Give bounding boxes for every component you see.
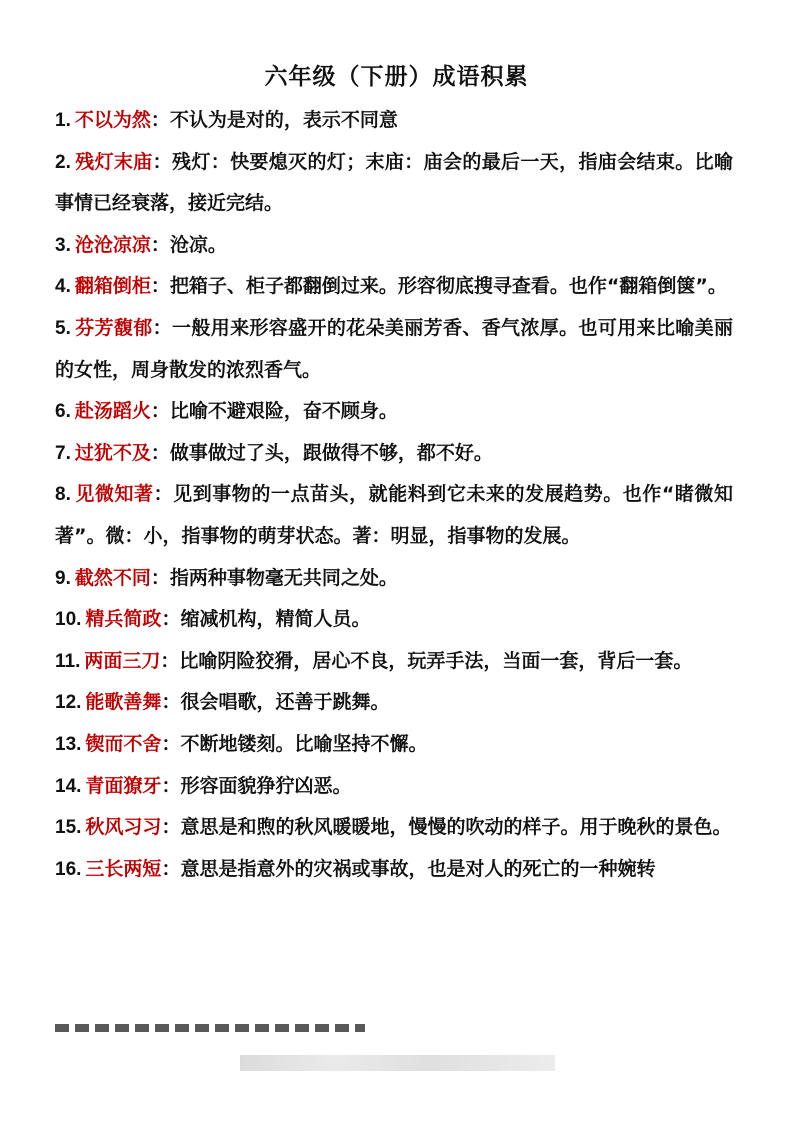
entry-number: 16. bbox=[55, 858, 82, 880]
idiom-term: 残灯末庙 bbox=[74, 150, 153, 173]
entry-number: 1. bbox=[55, 110, 71, 131]
idiom-entry bbox=[55, 682, 733, 724]
idiom-entry bbox=[55, 100, 733, 142]
idiom-term: 翻箱倒柜 bbox=[74, 275, 151, 298]
idiom-definition: ：指两种事物毫无共同之处。 bbox=[150, 566, 398, 589]
idiom-entry bbox=[55, 724, 733, 766]
idiom-term: 青面獠牙 bbox=[85, 774, 162, 797]
entry-number: 7. bbox=[55, 442, 71, 464]
idiom-entry bbox=[55, 391, 733, 433]
idiom-definition: ：意思是和煦的秋风暖暖地，慢慢的吹动的样子。用于晚秋的景色。 bbox=[161, 816, 732, 839]
idiom-entry bbox=[55, 474, 733, 557]
entry-number: 3. bbox=[55, 234, 71, 256]
idiom-definition: ：不断地镂刻。比喻坚持不懈。 bbox=[161, 732, 428, 755]
idiom-term: 芬芳馥郁 bbox=[74, 316, 153, 339]
idiom-term: 截然不同 bbox=[74, 566, 151, 589]
entry-number: 10. bbox=[55, 609, 82, 631]
idiom-entry bbox=[55, 641, 733, 683]
idiom-entry bbox=[55, 225, 733, 267]
idiom-definition: ：一般用来形容盛开的花朵美丽芳香、香气浓厚。也可用来比喻美丽的女性，周身散发的浓烈香气。 bbox=[55, 316, 733, 381]
idiom-term: 赴汤蹈火 bbox=[74, 400, 151, 423]
idiom-entry bbox=[55, 266, 733, 308]
idiom-definition: ：做事做过了头，跟做得不够，都不好。 bbox=[150, 441, 493, 464]
idiom-definition: ：不认为是对的，表示不同意 bbox=[150, 109, 398, 131]
idiom-term: 见微知著 bbox=[74, 483, 154, 506]
idiom-entry bbox=[55, 308, 733, 391]
idiom-term: 能歌善舞 bbox=[85, 691, 162, 714]
idiom-entry bbox=[55, 766, 733, 808]
idiom-term: 锲而不舍 bbox=[85, 732, 162, 755]
idiom-definition: ：比喻阴险狡猾，居心不良，玩弄手法，当面一套，背后一套。 bbox=[160, 649, 693, 672]
idiom-entry bbox=[55, 433, 733, 475]
entry-number: 8. bbox=[55, 484, 71, 506]
idiom-term: 两面三刀 bbox=[84, 649, 161, 672]
idiom-definition: ：比喻不避艰险，奋不顾身。 bbox=[150, 400, 398, 423]
idiom-entry bbox=[55, 142, 733, 225]
page-title: 六年级（下册）成语积累 bbox=[264, 64, 529, 90]
idiom-list bbox=[55, 100, 733, 890]
idiom-definition: ：缩减机构，精简人员。 bbox=[161, 608, 371, 631]
idiom-definition: ：残灯：快要熄灭的灯；末庙：庙会的最后一天，指庙会结束。比喻事情已经衰落，接近完结。 bbox=[55, 150, 733, 215]
idiom-entry bbox=[55, 599, 733, 641]
idiom-term: 沧沧凉凉 bbox=[74, 233, 151, 256]
idiom-definition: ：意思是指意外的灾祸或事故，也是对人的死亡的一种婉转 bbox=[161, 857, 656, 880]
idiom-term: 过犹不及 bbox=[74, 441, 151, 464]
idiom-definition: ：沧凉。 bbox=[150, 233, 227, 256]
entry-number: 15. bbox=[55, 817, 82, 839]
truncated-text-line bbox=[55, 1022, 733, 1032]
idiom-term: 不以为然 bbox=[74, 109, 151, 131]
idiom-definition: ：把箱子、柜子都翻倒过来。形容彻底搜寻查看。也作“翻箱倒箧”。 bbox=[150, 275, 727, 298]
idiom-entry bbox=[55, 807, 733, 849]
entry-number: 9. bbox=[55, 567, 71, 589]
idiom-entry bbox=[55, 849, 733, 891]
idiom-definition: ：很会唱歌，还善于跳舞。 bbox=[161, 691, 390, 714]
entry-number: 4. bbox=[55, 276, 71, 298]
entry-number: 11. bbox=[55, 650, 81, 672]
entry-number: 6. bbox=[55, 401, 71, 423]
entry-number: 13. bbox=[55, 733, 82, 755]
entry-number: 12. bbox=[55, 692, 82, 714]
idiom-definition: ：形容面貌狰狞凶恶。 bbox=[161, 774, 352, 797]
cutoff-text-fragment bbox=[55, 1024, 365, 1032]
blurred-watermark bbox=[240, 1055, 555, 1071]
idiom-term: 秋风习习 bbox=[85, 816, 162, 839]
idiom-entry bbox=[55, 558, 733, 600]
entry-number: 2. bbox=[55, 151, 71, 173]
entry-number: 14. bbox=[55, 775, 82, 797]
idiom-definition: ：见到事物的一点苗头，就能料到它未来的发展趋势。也作“睹微知著”。微：小，指事物的萌芽状态。著：明显，指事物的发展。 bbox=[55, 483, 733, 547]
idiom-term: 三长两短 bbox=[85, 857, 162, 880]
idiom-term: 精兵简政 bbox=[85, 608, 162, 631]
entry-number: 5. bbox=[55, 317, 71, 339]
